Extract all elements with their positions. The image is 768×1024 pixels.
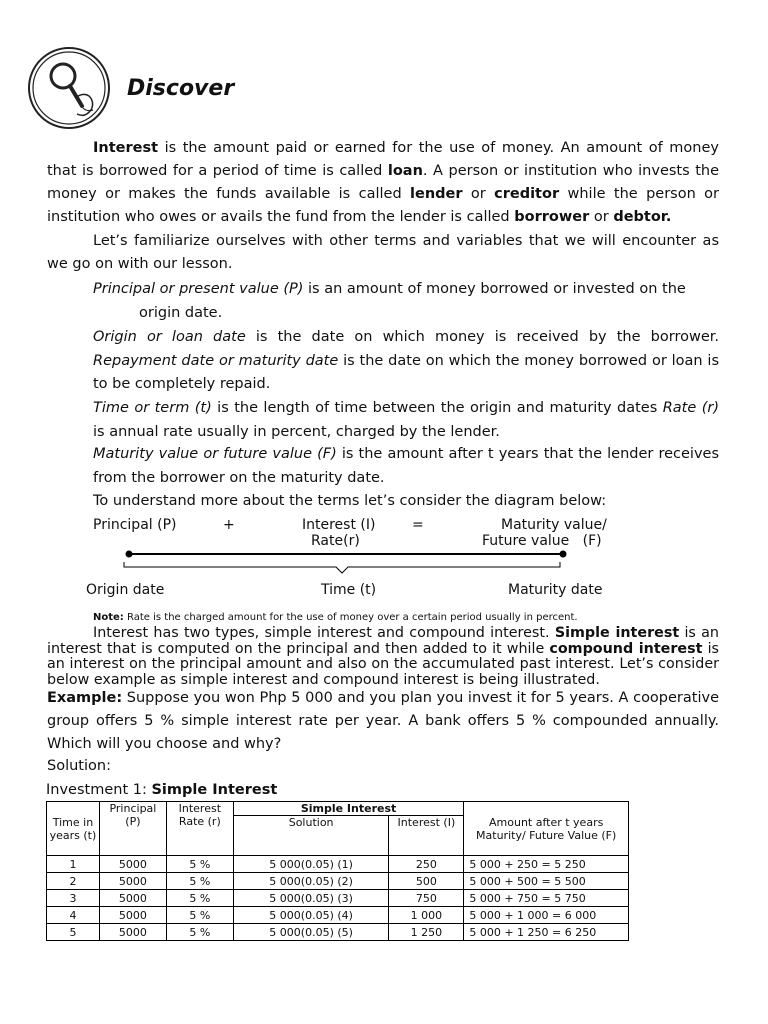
term-maturity-value: Maturity value or future value (F) is the amount after t years that the lender receives from the borrower on the maturity date. bbox=[93, 446, 719, 486]
diagram-time: Time (t) bbox=[321, 582, 377, 598]
cell-interest: 1 000 bbox=[389, 907, 464, 924]
magnifier-icon bbox=[27, 46, 111, 130]
cell-interest: 750 bbox=[389, 890, 464, 907]
term-time: Time or term (t) is the length of time between the origin and maturity dates Rate (r) is annual rate usually in percent, charged by the lender. bbox=[93, 400, 719, 440]
term-principal: Principal or present value (P) is an amount of money borrowed or invested on the origin date. bbox=[93, 281, 686, 321]
table-row bbox=[47, 856, 629, 873]
cell-amount: 5 000 + 1 000 = 6 000 bbox=[464, 907, 629, 924]
cell-principal: 5000 bbox=[99, 873, 166, 890]
cell-solution: 5 000(0.05) (3) bbox=[233, 890, 389, 907]
familiarize-paragraph: Let’s familiarize ourselves with other terms and variables that we will encounter as we go on with our lesson. bbox=[47, 233, 719, 272]
diagram-interest: Interest (I) bbox=[302, 517, 376, 533]
timeline bbox=[110, 548, 580, 578]
header-principal: Principal (P) bbox=[99, 802, 166, 856]
diagram-intro: To understand more about the terms let’s consider the diagram below: bbox=[93, 493, 607, 509]
cell-time: 5 bbox=[47, 924, 100, 941]
diagram-maturity-value: Maturity value/ bbox=[501, 517, 607, 533]
cell-interest: 500 bbox=[389, 873, 464, 890]
cell-rate: 5 % bbox=[166, 856, 233, 873]
cell-principal: 5000 bbox=[99, 924, 166, 941]
cell-solution: 5 000(0.05) (1) bbox=[233, 856, 389, 873]
diagram-future-value: Future value (F) bbox=[482, 533, 602, 549]
header-solution: Solution bbox=[233, 816, 389, 856]
cell-principal: 5000 bbox=[99, 856, 166, 873]
rate-note: Note: Rate is the charged amount for the use of money over a certain period usually in percent. bbox=[93, 612, 578, 623]
diagram-origin-date: Origin date bbox=[86, 582, 165, 598]
cell-amount: 5 000 + 750 = 5 750 bbox=[464, 890, 629, 907]
cell-rate: 5 % bbox=[166, 873, 233, 890]
table-row bbox=[47, 890, 629, 907]
header-rate: Interest Rate (r) bbox=[166, 802, 233, 856]
diagram-plus: + bbox=[223, 517, 235, 533]
header-time: Time in years (t) bbox=[47, 802, 100, 856]
cell-solution: 5 000(0.05) (2) bbox=[233, 873, 389, 890]
diagram-maturity-date: Maturity date bbox=[508, 582, 603, 598]
table-row bbox=[47, 907, 629, 924]
cell-time: 3 bbox=[47, 890, 100, 907]
cell-time: 4 bbox=[47, 907, 100, 924]
simple-interest-table bbox=[46, 801, 629, 941]
header-amount: Amount after t years Maturity/ Future Value (F) bbox=[464, 802, 629, 856]
table-row bbox=[47, 873, 629, 890]
cell-principal: 5000 bbox=[99, 890, 166, 907]
cell-amount: 5 000 + 500 = 5 500 bbox=[464, 873, 629, 890]
cell-interest: 1 250 bbox=[389, 924, 464, 941]
term-origin-date: Origin or loan date is the date on which money is received by the borrower. Repayment date or maturity date is the date on which the money borrowed or loan is to be completely repaid. bbox=[93, 329, 720, 392]
cell-solution: 5 000(0.05) (4) bbox=[233, 907, 389, 924]
intro-paragraph: Interest is the amount paid or earned for the use of money. An amount of money that is borrowed for a period of time is called loan. A person or institution who invests the money or makes the funds available is called lender or creditor while the person or institution who owes or avails the fund from the lender is called borrower or debtor. bbox=[47, 140, 719, 225]
cell-amount: 5 000 + 1 250 = 6 250 bbox=[464, 924, 629, 941]
solution-label: Solution: bbox=[47, 758, 111, 774]
investment-heading: Investment 1: Simple Interest bbox=[46, 782, 278, 798]
cell-principal: 5000 bbox=[99, 907, 166, 924]
page-title: Discover bbox=[127, 76, 235, 101]
example-paragraph: Example: Suppose you won Php 5 000 and you plan you invest it for 5 years. A cooperative group offers 5 % simple interest rate per year. A bank offers 5 % compounded annually. Which will you choose and why? bbox=[47, 690, 719, 752]
cell-time: 1 bbox=[47, 856, 100, 873]
cell-interest: 250 bbox=[389, 856, 464, 873]
cell-rate: 5 % bbox=[166, 890, 233, 907]
cell-amount: 5 000 + 250 = 5 250 bbox=[464, 856, 629, 873]
table-row bbox=[47, 924, 629, 941]
diagram-equals: = bbox=[412, 517, 424, 533]
diagram-principal: Principal (P) bbox=[93, 517, 177, 533]
cell-solution: 5 000(0.05) (5) bbox=[233, 924, 389, 941]
cell-time: 2 bbox=[47, 873, 100, 890]
header-simple-interest: Simple Interest bbox=[233, 802, 464, 816]
cell-rate: 5 % bbox=[166, 924, 233, 941]
header-interest: Interest (I) bbox=[389, 816, 464, 856]
diagram-rate: Rate(r) bbox=[311, 533, 360, 549]
interest-types-paragraph: Interest has two types, simple interest and compound interest. Simple interest is an interest that is computed on the principal and then added to it while compound interest is an interest on the principal amount and also on the accumulated past interest. Let’s consider below example as simple interest and compound interest is being illustrated. bbox=[47, 625, 719, 688]
cell-rate: 5 % bbox=[166, 907, 233, 924]
